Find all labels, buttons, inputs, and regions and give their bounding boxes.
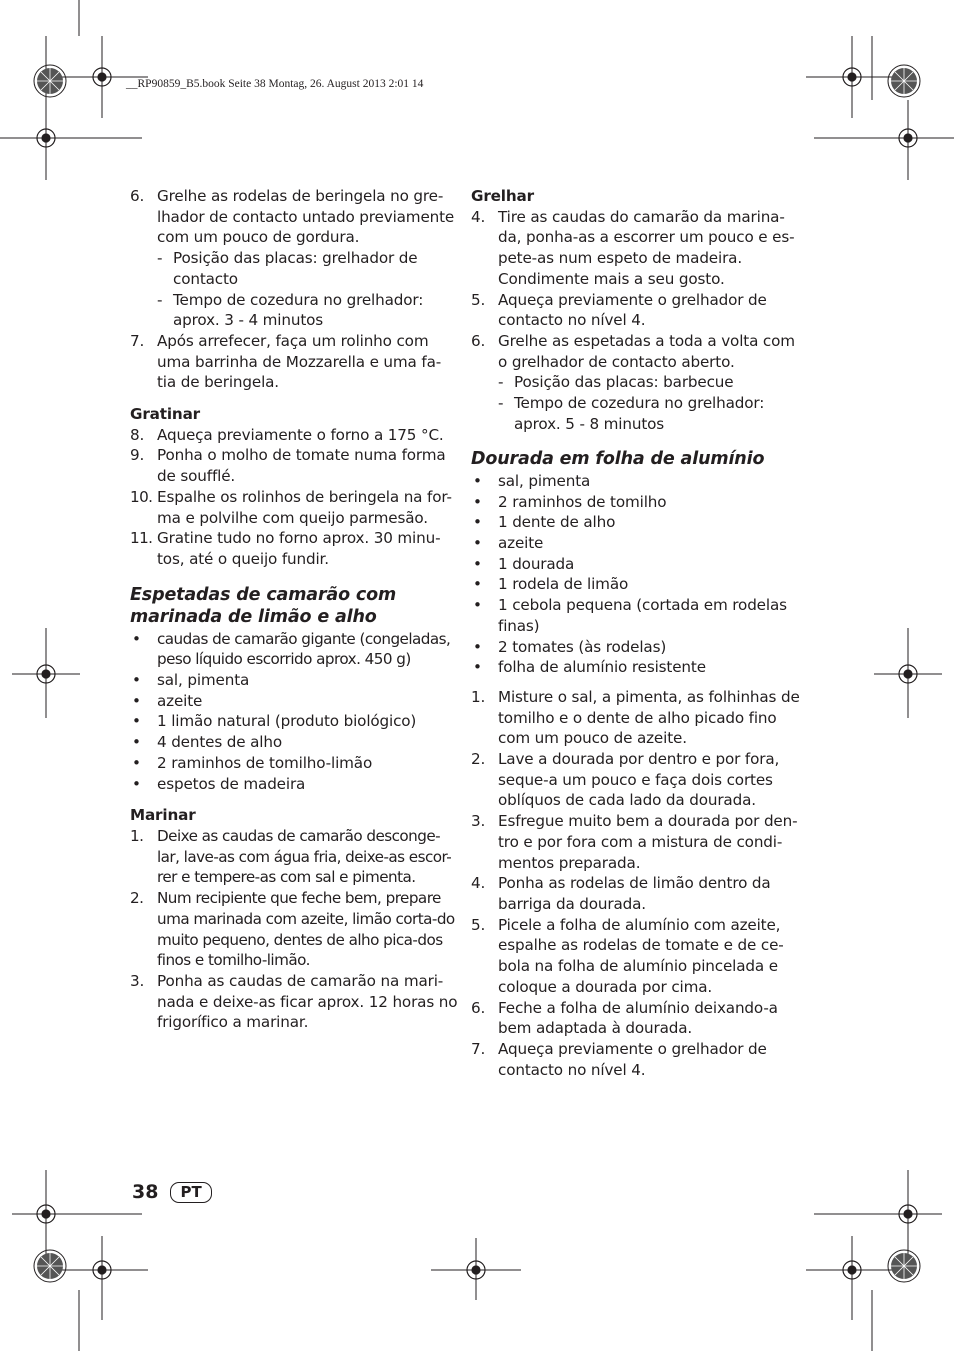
- ingredient-item: • 1 rodela de limão: [473, 575, 629, 594]
- list-item: 7. Aqueça previamente o grelhador de contacto no nível 4.: [471, 1039, 767, 1079]
- list-item: 3. Ponha as caudas de camarão na mari-nada e deixe-as ficar aprox. 12 horas no frigorífico a marinar.: [130, 971, 458, 1032]
- left-column: [130, 186, 460, 1033]
- list-item: 6. Grelhe as rodelas de beringela no gre-lhador de contacto untado previamente com um pouco de gordura.: [130, 187, 455, 247]
- ingredient-item: • azeite: [132, 691, 203, 710]
- ingredient-item: • folha de alumínio resistente: [473, 658, 706, 677]
- sub-item: - Posição das placas: grelhador de contacto: [157, 249, 418, 288]
- ingredient-item: • espetos de madeira: [132, 774, 306, 793]
- sub-item: - Tempo de cozedura no grelhador: aprox. 3 - 4 minutos: [157, 290, 424, 330]
- list-item: 6. Grelhe as espetadas a toda a volta com o grelhador de contacto aberto.: [471, 331, 795, 371]
- list-item: 1. Deixe as caudas de camarão desconge-lar, lave-as com água fria, deixe-as escor-rer e tempere-as com sal e pimenta.: [130, 826, 452, 887]
- list-item: 11. Gratine tudo no forno aprox. 30 minu-tos, até o queijo fundir.: [130, 529, 441, 568]
- recipe-title: Espetadas de camarão com marinada de limão e alho: [130, 584, 397, 628]
- ingredient-item: • 2 raminhos de tomilho-limão: [132, 753, 373, 772]
- file-info-header: __RP90859_B5.book Seite 38 Montag, 26. August 2013 2:01 14: [126, 78, 424, 90]
- recipe-title: Dourada em folha de alumínio: [471, 449, 765, 470]
- ingredient-item: • 1 limão natural (produto biológico): [132, 712, 417, 731]
- ingredient-item: • 4 dentes de alho: [132, 733, 282, 752]
- list-item: 2. Lave a dourada por dentro e por fora, seque-a um pouco e faça dois cortes oblíquos de cada lado da dourada.: [471, 750, 780, 810]
- list-item: 5. Picele a folha de alumínio com azeite, espalhe as rodelas de tomate e de ce-bola na folha de alumínio pincelada e coloque a dourada por cima.: [471, 915, 784, 996]
- ingredient-item: • caudas de camarão gigante (congeladas, peso líquido escorrido aprox. 450 g): [132, 629, 451, 669]
- ingredient-item: • 1 cebola pequena (cortada em rodelas finas): [473, 596, 787, 635]
- ingredient-item: • sal, pimenta: [132, 671, 250, 690]
- section-heading-grelhar: Grelhar: [471, 187, 534, 205]
- page-footer: [132, 1181, 212, 1203]
- ingredient-item: • 1 dente de alho: [473, 513, 616, 532]
- page-number: 38: [132, 1181, 159, 1203]
- ingredient-item: • 2 raminhos de tomilho: [473, 492, 667, 511]
- list-item: 5. Aqueça previamente o grelhador de contacto no nível 4.: [471, 290, 767, 330]
- sub-item: - Posição das placas: barbecue: [498, 373, 734, 392]
- ingredient-item: • sal, pimenta: [473, 471, 591, 490]
- right-column: [471, 186, 801, 1080]
- list-item: 4. Tire as caudas do camarão da marina-da, ponha-as a escorrer um pouco e es-pete-as num espeto de madeira. Condimente mais a seu gosto.: [471, 207, 795, 288]
- list-item: 3. Esfregue muito bem a dourada por den-tro e por fora com a mistura de condi-mentos preparada.: [471, 812, 798, 872]
- ingredient-item: • azeite: [473, 534, 544, 553]
- section-heading-marinar: Marinar: [130, 806, 196, 825]
- list-item: 4. Ponha as rodelas de limão dentro da barriga da dourada.: [471, 874, 771, 913]
- ingredient-item: • 2 tomates (às rodelas): [473, 637, 667, 656]
- ingredient-item: • 1 dourada: [473, 554, 575, 573]
- list-item: 6. Feche a folha de alumínio deixando-a bem adaptada à dourada.: [471, 998, 778, 1038]
- list-item: 7. Após arrefecer, faça um rolinho com uma barrinha de Mozzarella e uma fa-tia de beringela.: [130, 331, 442, 392]
- language-badge: PT: [170, 1182, 211, 1203]
- list-item: 10. Espalhe os rolinhos de beringela na for-ma e polvilhe com queijo parmesão.: [130, 487, 452, 527]
- sub-item: - Tempo de cozedura no grelhador: aprox. 5 - 8 minutos: [498, 394, 765, 433]
- list-item: 9. Ponha o molho de tomate numa forma de soufflé.: [130, 446, 446, 486]
- section-heading-gratinar: Gratinar: [130, 405, 201, 424]
- list-item: 2. Num recipiente que feche bem, prepare uma marinada com azeite, limão corta-do muito pequeno, dentes de alho pica-dos finos e tomilho-limão.: [130, 889, 455, 970]
- list-item: 1. Misture o sal, a pimenta, as folhinhas de tomilho e o dente de alho picado fino com um pouco de azeite.: [471, 687, 800, 748]
- list-item: 8. Aqueça previamente o forno a 175 °C.: [130, 425, 444, 444]
